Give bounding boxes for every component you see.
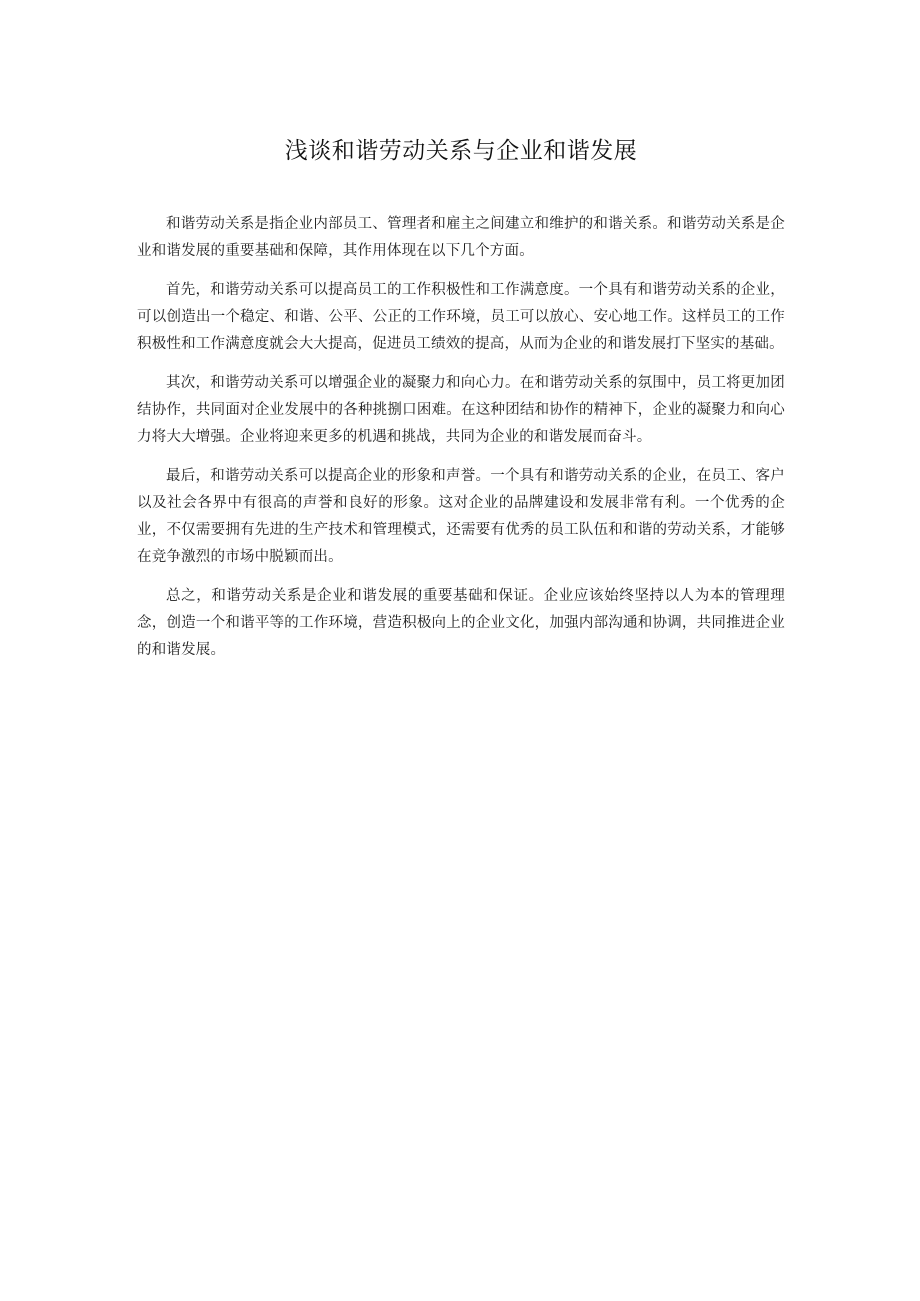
paragraph-second-point: 其次，和谐劳动关系可以增强企业的凝聚力和向心力。在和谐劳动关系的氛围中，员工将更加团结协作，共同面对企业发展中的各种挑捌口困难。在这种团结和协作的精神下，企业的凝聚力和向心力将大大增强。企业将迎来更多的机遇和挑战，共同为企业的和谐发展而奋斗。 <box>137 375 785 445</box>
paragraph-intro: 和谐劳动关系是指企业内部员工、管理者和雇主之间建立和维护的和谐关系。和谐劳动关系是企业和谐发展的重要基础和保障，其作用体现在以下几个方面。 <box>137 216 785 259</box>
paragraph-conclusion: 总之，和谐劳动关系是企业和谐发展的重要基础和保证。企业应该始终坚持以人为本的管理理念，创造一个和谐平等的工作环境，营造积极向上的企业文化，加强内部沟通和协调，共同推进企业的和谐发展。 <box>137 588 785 658</box>
paragraph-third-point: 最后，和谐劳动关系可以提高企业的形象和声誉。一个具有和谐劳动关系的企业，在员工、客户以及社会各界中有很高的声誉和良好的形象。这对企业的品牌建设和发展非常有利。一个优秀的企业，不仅需要拥有先进的生产技术和管理模式，还需要有优秀的员工队伍和和谐的劳动关系，才能够在竞争激烈的市场中脱颖而出。 <box>137 468 785 565</box>
document-title: 浅谈和谐劳动关系与企业和谐发展 <box>284 138 638 164</box>
document-body <box>137 211 785 664</box>
paragraph-first-point: 首先，和谐劳动关系可以提高员工的工作积极性和工作满意度。一个具有和谐劳动关系的企业，可以创造出一个稳定、和谐、公平、公正的工作环境，员工可以放心、安心地工作。这样员工的工作积极性和工作满意度就会大大提高，促进员工绩效的提高，从而为企业的和谐发展打下坚实的基础。 <box>137 282 785 352</box>
